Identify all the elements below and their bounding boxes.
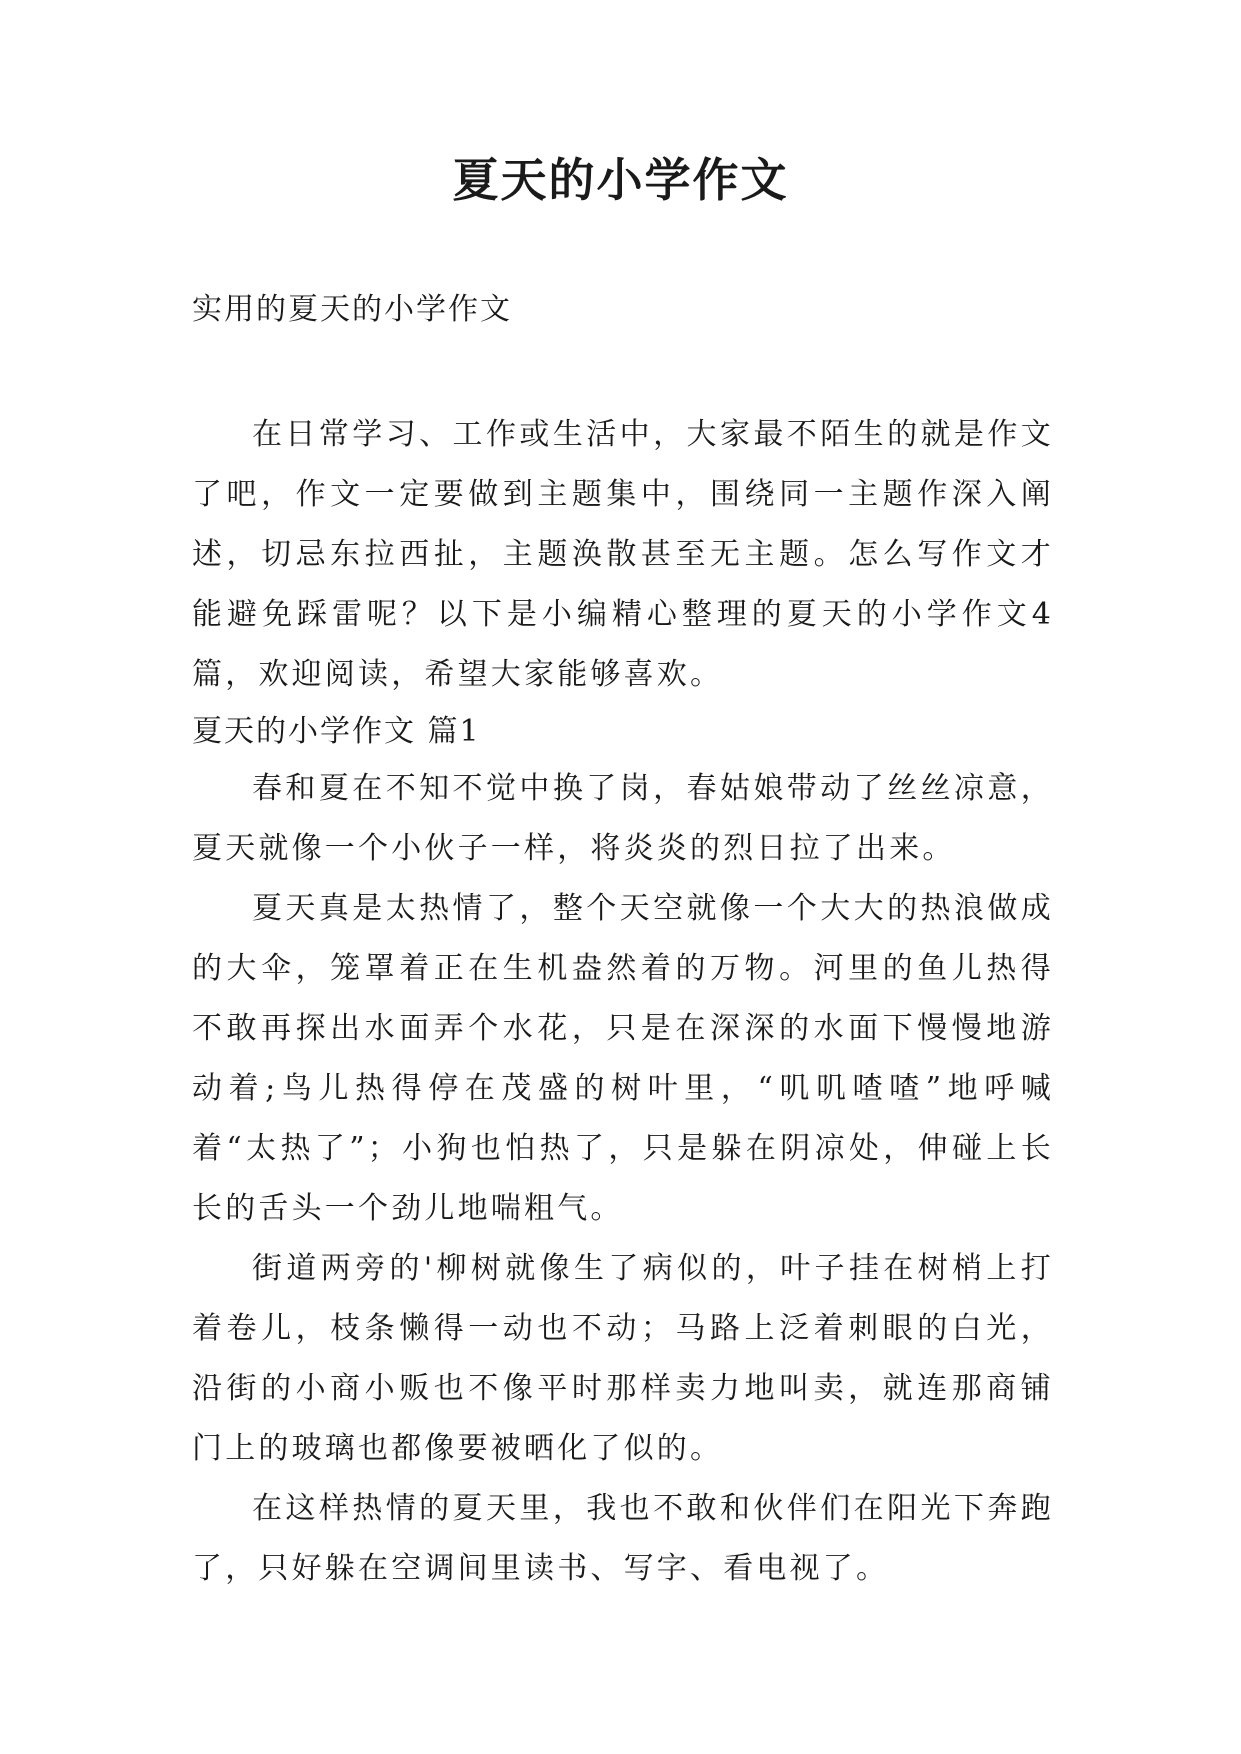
- document-subtitle: 实用的夏天的小学作文: [192, 292, 512, 327]
- section-heading: 夏天的小学作文 篇1: [192, 714, 481, 749]
- body-paragraph-1: 春和夏在不知不觉中换了岗，春姑娘带动了丝丝凉意，夏天就像一个小伙子一样，将炎炎的烈日拉了出来。: [192, 771, 1054, 866]
- document-body: [192, 405, 1054, 1599]
- document-title: 夏天的小学作文: [452, 153, 789, 207]
- body-paragraph-4: 在这样热情的夏天里，我也不敢和伙伴们在阳光下奔跑了，只好躲在空调间里读书、写字、看电视了。: [192, 1491, 1054, 1586]
- body-paragraph-2: 夏天真是太热情了，整个天空就像一个大大的热浪做成的大伞，笼罩着正在生机盎然着的万物。河里的鱼儿热得不敢再探出水面弄个水花，只是在深深的水面下慢慢地游动着;鸟儿热得停在茂盛的树叶里，“叽叽喳喳”地呼喊着“太热了”；小狗也怕热了，只是躲在阴凉处，伸碰上长长的舌头一个劲儿地喘粗气。: [192, 891, 1054, 1226]
- intro-paragraph: 在日常学习、工作或生活中，大家最不陌生的就是作文了吧，作文一定要做到主题集中，围绕同一主题作深入阐述，切忌东拉西扯，主题涣散甚至无主题。怎么写作文才能避免踩雷呢？以下是小编精心整理的夏天的小学作文4篇，欢迎阅读，希望大家能够喜欢。: [192, 417, 1054, 692]
- body-paragraph-3: 街道两旁的'柳树就像生了病似的，叶子挂在树梢上打着卷儿，枝条懒得一动也不动；马路上泛着刺眼的白光，沿街的小商小贩也不像平时那样卖力地叫卖，就连那商铺门上的玻璃也都像要被晒化了似的。: [192, 1251, 1054, 1466]
